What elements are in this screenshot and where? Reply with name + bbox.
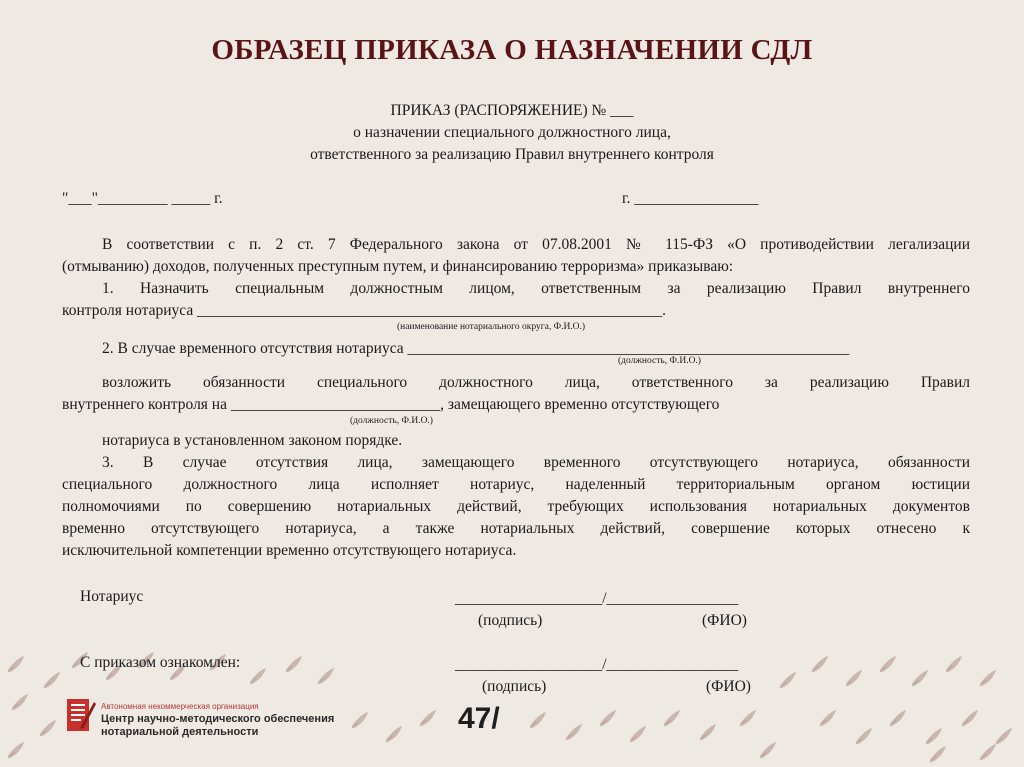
item2-line-4: нотариуса в установленном законом порядке. (102, 432, 403, 449)
intro-line-2: (отмыванию) доходов, полученных преступным путем, и финансированию терроризма» приказываю: (62, 258, 734, 275)
logo-org-type: Автономная некоммерческая организация (101, 702, 259, 711)
ack-signature-line: ___________________/_________________ (455, 656, 739, 673)
item3-line-3: полномочиями по совершению нотариальных действий, требующих использования нотариальных документов (62, 498, 970, 515)
city-field: г. ________________ (622, 190, 759, 207)
item1-line-2: контроля нотариуса ____________________________________________________________. (62, 302, 666, 319)
logo-org-name-line-1: Центр научно-методического обеспечения (101, 713, 335, 725)
ack-label: С приказом ознакомлен: (80, 654, 241, 671)
ack-sign-caption: (подпись) (482, 678, 547, 695)
item1-line-1: 1. Назначить специальным должностным лицом, ответственным за реализацию Правил внутреннего (102, 280, 970, 297)
item2-caption-1: (должность, Ф.И.О.) (618, 356, 701, 366)
page-number: 47/ (458, 702, 500, 735)
item2-line-3: внутреннего контроля на ___________________________, замещающего временно отсутствующего (62, 396, 720, 413)
notary-sign-caption: (подпись) (478, 612, 543, 629)
ack-name-caption: (ФИО) (706, 678, 751, 695)
item2-line-2: возложить обязанности специального должностного лица, ответственного за реализацию Правил (102, 374, 970, 391)
order-header-line-3: ответственного за реализацию Правил внутреннего контроля (310, 146, 714, 163)
item1-caption: (наименование нотариального округа, Ф.И.О.) (397, 322, 586, 332)
order-header-line-1: ПРИКАЗ (РАСПОРЯЖЕНИЕ) № ___ (390, 102, 634, 119)
item2-line-1: 2. В случае временного отсутствия нотариуса _________________________________________________________ (102, 340, 850, 357)
date-field: "___"_________ _____ г. (62, 190, 223, 207)
item3-line-4: временно отсутствующего нотариуса, а также нотариальных действий, совершение которых отнесено к (62, 520, 970, 537)
order-header-line-2: о назначении специального должностного лица, (353, 124, 671, 141)
item2-caption-2: (должность, Ф.И.О.) (350, 416, 433, 426)
notary-name-caption: (ФИО) (702, 612, 747, 629)
organization-logo (66, 698, 96, 732)
notary-emblem-icon (66, 698, 96, 732)
item3-line-5: исключительной компетенции временно отсутствующего нотариуса. (62, 542, 517, 559)
item3-line-2: специального должностного лица исполняет нотариус, наделенный территориальным органом юстиции (62, 476, 970, 493)
notary-label: Нотариус (80, 588, 144, 605)
item3-line-1: 3. В случае отсутствия лица, замещающего временного отсутствующего нотариуса, обязанности (102, 454, 970, 471)
logo-org-name-line-2: нотариальной деятельности (101, 726, 259, 738)
intro-line-1: В соответствии с п. 2 ст. 7 Федерального закона от 07.08.2001 № 115-ФЗ «О противодействии легализации (102, 236, 970, 253)
page-title: ОБРАЗЕЦ ПРИКАЗА О НАЗНАЧЕНИИ СДЛ (211, 34, 813, 66)
notary-signature-line: ___________________/_________________ (455, 590, 739, 607)
